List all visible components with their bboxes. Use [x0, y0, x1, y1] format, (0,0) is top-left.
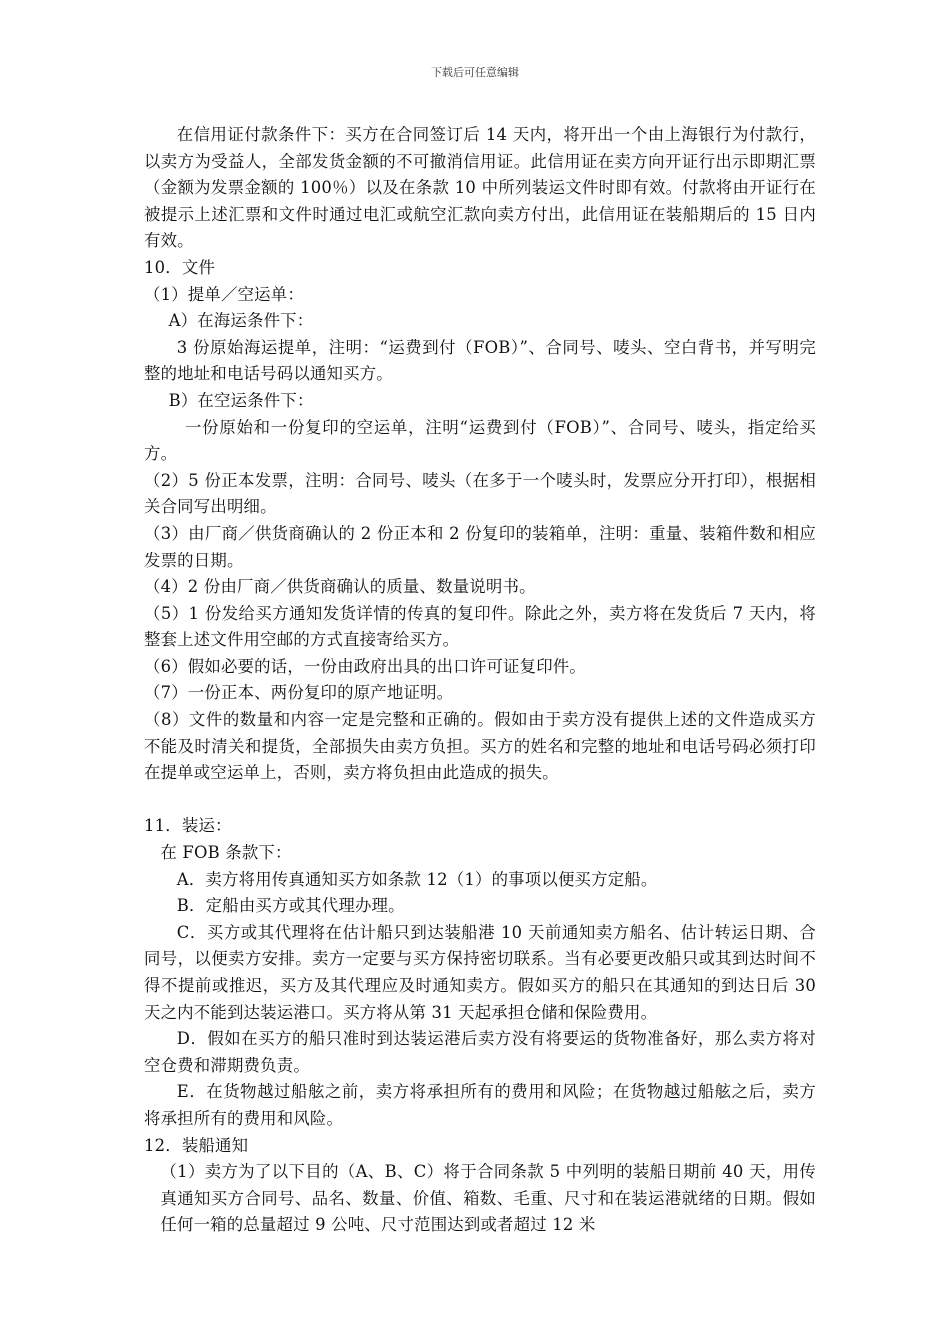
paragraph: 3 份原始海运提单，注明：“运费到付（FOB）”、合同号、唛头、空白背书，并写明完整的地址和电话号码以通知买方。 [144, 337, 816, 384]
list-item: （2）5 份正本发票，注明：合同号、唛头（在多于一个唛头时，发票应分开打印），根据相关合同写出明细。 [144, 470, 816, 517]
list-item: C．买方或其代理将在估计船只到达装船港 10 天前通知卖方船名、估计转运日期、合同号，以便卖方安排。卖方一定要与买方保持密切联系。当有必要更改船只或其到达时间不得不提前或推迟，买方及其代理应及时通知卖方。假如买方的船只在其通知的到达日后 30 天之内不能到达装运港口。买方将从第 31 天起承担仓储和保险费用。 [144, 922, 816, 1022]
list-item: B）在空运条件下： [168, 390, 314, 410]
list-item: （4）2 份由厂商／供货商确认的质量、数量说明书。 [144, 577, 536, 597]
section-heading-shipping-notice: 12．装船通知 [144, 1135, 249, 1155]
list-item: （5）1 份发给买方通知发货详情的传真的复印件。除此之外，卖方将在发货后 7 天内，将整套上述文件用空邮的方式直接寄给买方。 [144, 603, 816, 650]
list-item: A．卖方将用传真通知买方如条款 12（1）的事项以便买方定船。 [176, 869, 658, 889]
paragraph: 在 FOB 条款下： [160, 843, 292, 863]
list-item: （7）一份正本、两份复印的原产地证明。 [144, 683, 454, 703]
page-header: 下载后可任意编辑 [431, 66, 519, 79]
paragraph-lc-payment: 在信用证付款条件下：买方在合同签订后 14 天内，将开出一个由上海银行为付款行，以卖方为受益人，全部发货金额的不可撤消信用证。此信用证在卖方向开证行出示即期汇票（金额为发票金额的 100％）以及在条款 10 中所列装运文件时即有效。付款将由开证行在被提示上述汇票和文件时通过电汇或航空汇款向卖方付出，此信用证在装船期后的 15 日内有效。 [144, 125, 816, 251]
list-item: （6）假如必要的话，一份由政府出具的出口许可证复印件。 [144, 656, 586, 676]
document-body [144, 122, 816, 1239]
section-heading-documents: 10．文件 [144, 257, 216, 277]
section-heading-shipment: 11．装运： [144, 816, 232, 836]
paragraph: （1）卖方为了以下目的（A、B、C）将于合同条款 5 中列明的装船日期前 40 天，用传真通知买方合同号、品名、数量、价值、箱数、毛重、尺寸和在装运港就绪的日期。假如任何一箱的总量超过 9 公吨、尺寸范围达到或者超过 12 米 [160, 1162, 816, 1235]
list-item: （3）由厂商／供货商确认的 2 份正本和 2 份复印的装箱单，注明：重量、装箱件数和相应发票的日期。 [144, 523, 816, 570]
blank-line [144, 787, 816, 814]
paragraph: 一份原始和一份复印的空运单，注明“运费到付（FOB）”、合同号、唛头，指定给买方。 [144, 417, 816, 464]
list-item: B．定船由买方或其代理办理。 [176, 896, 405, 916]
list-item: （1）提单／空运单： [144, 284, 304, 304]
list-item: D．假如在买方的船只准时到达装运港后卖方没有将要运的货物准备好，那么卖方将对空仓费和滞期费负责。 [144, 1029, 816, 1075]
list-item: E．在货物越过船舷之前，卖方将承担所有的费用和风险；在货物越过船舷之后，卖方将承担所有的费用和风险。 [144, 1082, 816, 1128]
list-item: A）在海运条件下： [168, 311, 314, 331]
list-item: （8）文件的数量和内容一定是完整和正确的。假如由于卖方没有提供上述的文件造成买方不能及时清关和提货，全部损失由卖方负担。买方的姓名和完整的地址和电话号码必须打印在提单或空运单上，否则，卖方将负担由此造成的损失。 [144, 710, 816, 783]
